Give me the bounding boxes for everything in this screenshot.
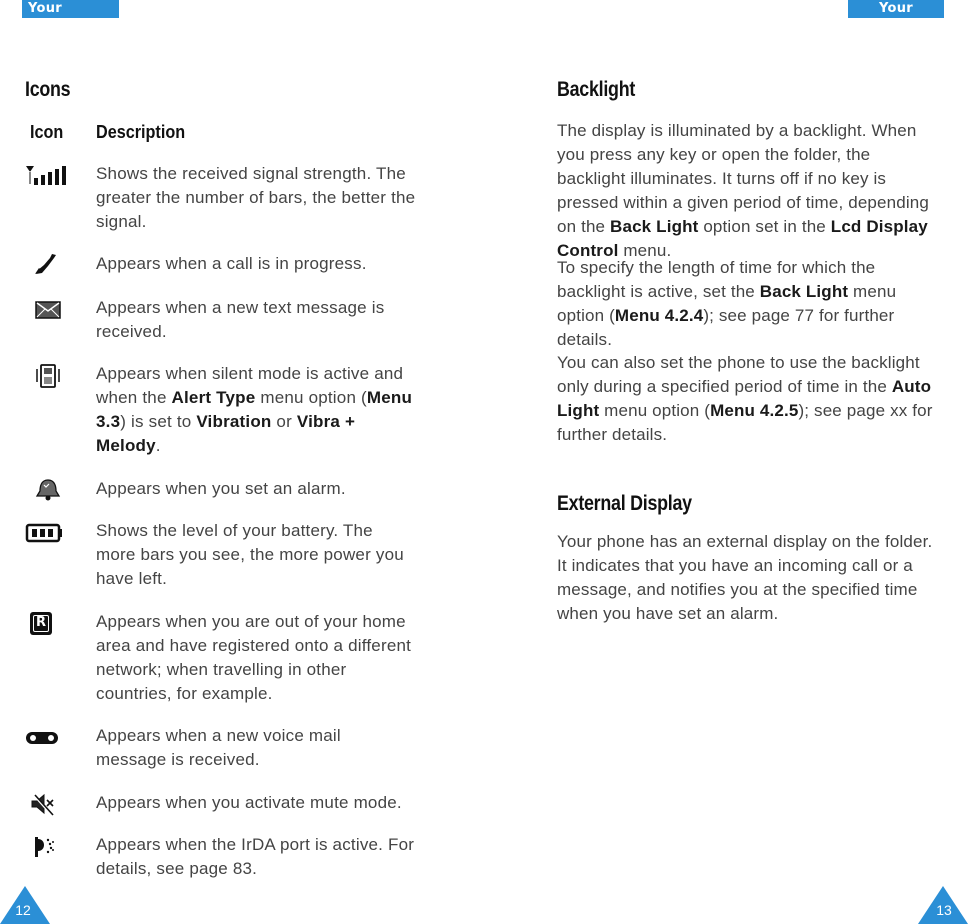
row-description: Appears when you activate mute mode.	[96, 793, 402, 812]
row-description: Appears when you set an alarm.	[96, 479, 346, 498]
icons-heading: Icons	[25, 78, 71, 101]
signal-strength-icon	[24, 162, 74, 190]
call-in-progress-icon	[24, 252, 74, 280]
column-header-description: Description	[96, 122, 186, 142]
external-display-paragraph: Your phone has an external display on the folder. It indicates that you have an incoming call or a message, and notifies you at the specified time when you have set an alarm.	[557, 532, 933, 623]
row-description: Appears when silent mode is active and when the Alert Type menu option (Menu 3.3) is set to Vibration or Vibra + Melody.	[96, 364, 413, 455]
row-description: Appears when a call is in progress.	[96, 254, 367, 273]
row-description: Appears when you are out of your home area and have registered onto a different network; when travelling in other countries, for example.	[96, 612, 412, 703]
row-description: Appears when a new text message is received.	[96, 298, 385, 341]
row-description: Appears when the IrDA port is active. For details, see page 83.	[96, 835, 415, 878]
page-number-right: 13	[936, 902, 952, 918]
section-tab-left: Your Phone	[22, 0, 119, 18]
external-display-heading: External Display	[557, 492, 692, 515]
roaming-glyph: R	[33, 615, 49, 632]
alarm-icon	[24, 477, 74, 505]
section-tab-right: Your Phone	[848, 0, 944, 18]
text-message-icon	[24, 296, 74, 324]
irda-icon	[24, 833, 74, 861]
row-description: Shows the received signal strength. The greater the number of bars, the better the signal.	[96, 164, 416, 231]
column-header-icon: Icon	[30, 122, 64, 142]
roaming-icon	[24, 610, 74, 638]
voice-mail-icon	[24, 724, 74, 752]
page-number-left: 12	[15, 902, 31, 918]
silent-mode-icon	[24, 362, 74, 390]
backlight-paragraph-3: You can also set the phone to use the backlight only during a specified period of time in the Auto Light menu option (Menu 4.2.5); see page xx for further details.	[557, 353, 933, 444]
backlight-paragraph-2: To specify the length of time for which the backlight is active, set the Back Light menu option (Menu 4.2.4); see page 77 for further details.	[557, 258, 897, 349]
backlight-paragraph-1: The display is illuminated by a backlight. When you press any key or open the folder, the backlight illuminates. It turns off if no key is pressed within a given period of time, depending on the Back Light option set in the Lcd Display Control menu.	[557, 121, 929, 260]
backlight-heading: Backlight	[557, 78, 636, 101]
row-description: Shows the level of your battery. The more bars you see, the more power you have left.	[96, 521, 404, 588]
row-description: Appears when a new voice mail message is received.	[96, 726, 341, 769]
mute-icon	[24, 791, 74, 819]
battery-icon	[24, 519, 74, 547]
